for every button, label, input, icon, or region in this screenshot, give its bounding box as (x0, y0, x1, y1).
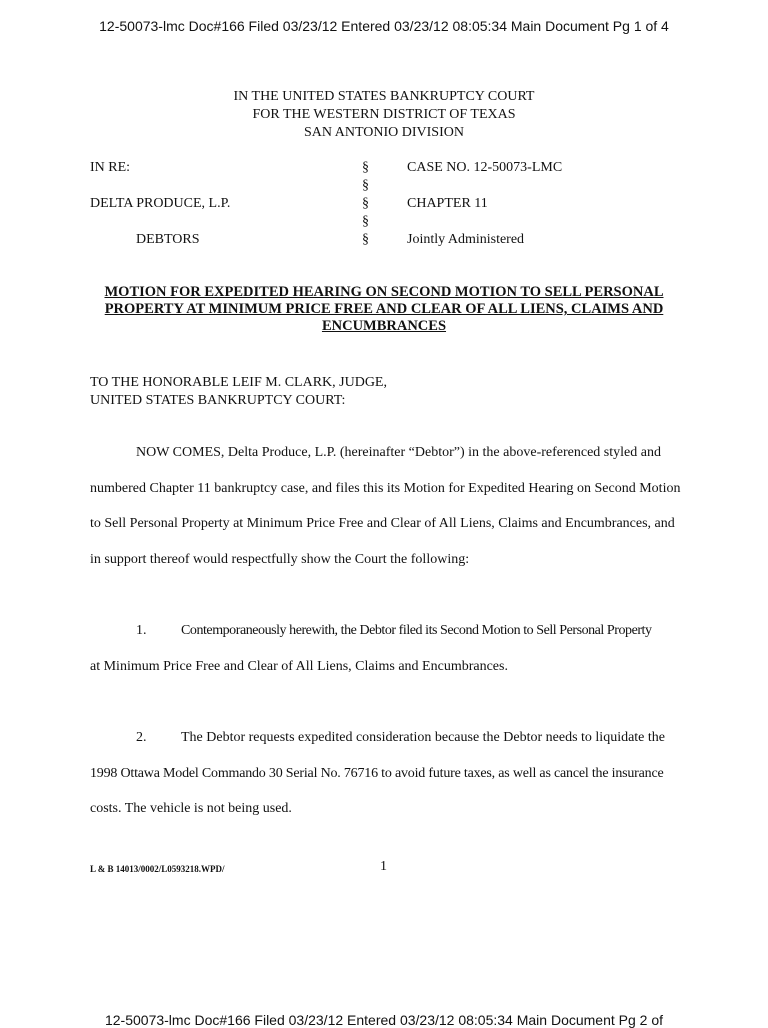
court-district: FOR THE WESTERN DISTRICT OF TEXAS (252, 107, 516, 122)
paragraph-2-line: 1998 Ottawa Model Commando 30 Serial No. 76716 to avoid future taxes, as well as cancel the insurance (90, 766, 664, 781)
administration-status: Jointly Administered (407, 232, 525, 247)
court-division: SAN ANTONIO DIVISION (304, 125, 464, 140)
address-block (90, 374, 387, 410)
caption-debtor-name: DELTA PRODUCE, L.P. (90, 196, 231, 211)
intro-line: in support thereof would respectfully show the Court the following: (90, 552, 470, 567)
motion-title: MOTION FOR EXPEDITED HEARING ON SECOND MOTION TO SELL PERSONAL PROPERTY AT MINIMUM PRICE FREE AND CLEAR OF ALL LIENS, CLAIMS AND ENCUMBRANCES (104, 284, 664, 334)
paragraph-1-line: Contemporaneously herewith, the Debtor filed its Second Motion to Sell Personal Property (181, 623, 652, 638)
section-symbol: § (362, 178, 369, 193)
intro-line: NOW COMES, Delta Produce, L.P. (hereinafter “Debtor”) in the above-referenced styled and (136, 445, 661, 460)
section-symbol: § (362, 214, 369, 229)
section-symbol: § (362, 160, 369, 175)
paragraph-number: 1. (136, 623, 147, 638)
filing-stamp-next-page: 12-50073-lmc Doc#166 Filed 03/23/12 Entered 03/23/12 08:05:34 Main Document Pg 2 of (104, 1012, 664, 1028)
section-symbol: § (362, 232, 369, 247)
paragraph-2-line: costs. The vehicle is not being used. (90, 801, 292, 816)
intro-line: to Sell Personal Property at Minimum Price Free and Clear of All Liens, Claims and Encumbrances, and (90, 516, 675, 531)
chapter-number: CHAPTER 11 (407, 196, 488, 211)
page-number: 1 (380, 859, 387, 874)
section-symbol: § (362, 196, 369, 211)
court-heading (0, 88, 768, 142)
paragraph-1-line: at Minimum Price Free and Clear of All Liens, Claims and Encumbrances. (90, 659, 508, 674)
caption-debtors-label: DEBTORS (136, 232, 200, 247)
filing-stamp-header: 12-50073-lmc Doc#166 Filed 03/23/12 Entered 03/23/12 08:05:34 Main Document Pg 1 of 4 (99, 18, 669, 34)
caption-in-re: IN RE: (90, 160, 131, 175)
paragraph-number: 2. (136, 730, 147, 745)
intro-line: numbered Chapter 11 bankruptcy case, and files this its Motion for Expedited Hearing on Second Motion (90, 481, 681, 496)
court-name: IN THE UNITED STATES BANKRUPTCY COURT (233, 89, 535, 104)
address-court: UNITED STATES BANKRUPTCY COURT: (90, 393, 346, 408)
case-number: CASE NO. 12-50073-LMC (407, 160, 563, 175)
document-id: L & B 14013/0002/L0593218.WPD/ (90, 864, 225, 874)
paragraph-2-line: The Debtor requests expedited consideration because the Debtor needs to liquidate the (181, 730, 665, 745)
address-judge: TO THE HONORABLE LEIF M. CLARK, JUDGE, (90, 375, 387, 390)
